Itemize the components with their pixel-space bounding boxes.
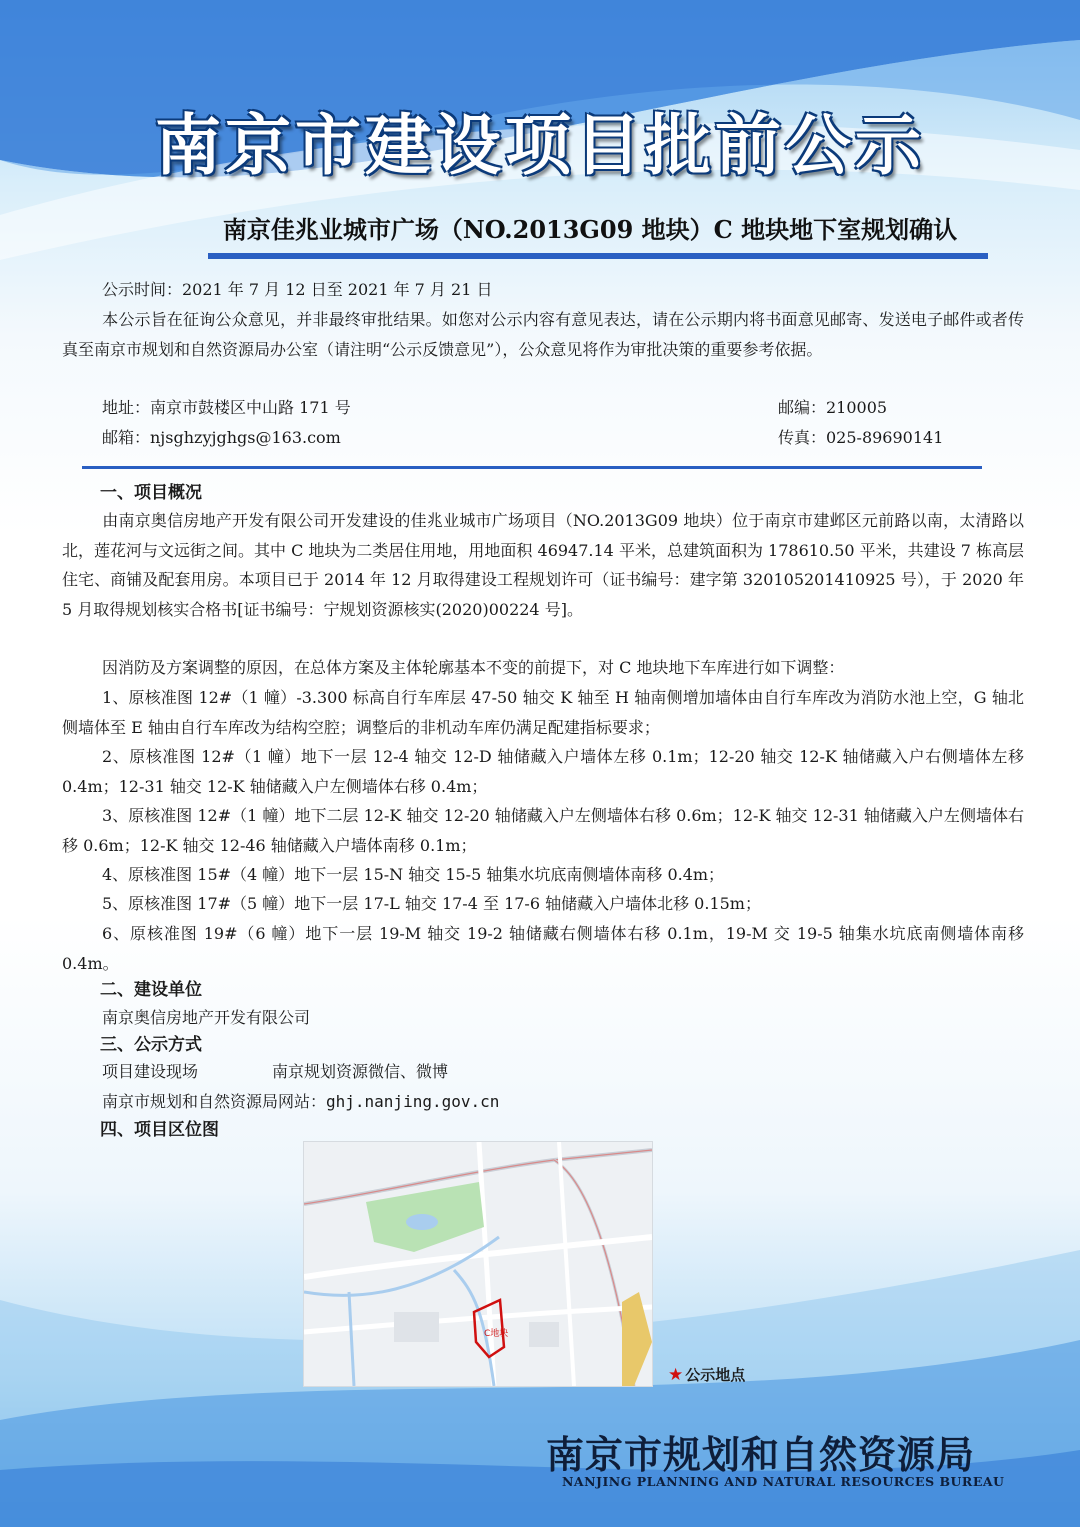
page-title: 南京市建设项目批前公示: [155, 107, 925, 184]
section2-heading: 二、建设单位: [100, 980, 202, 1000]
project-subtitle: 南京佳兆业城市广场（NO.2013G09 地块）C 地块地下室规划确认: [222, 215, 958, 244]
adjustment-item-4: 4、原核准图 15#（4 幢）地下一层 15-N 轴交 15-5 轴集水坑底南侧墙体南移 0.4m；: [102, 865, 725, 884]
notice-period: 公示时间：2021 年 7 月 12 日至 2021 年 7 月 21 日: [102, 280, 493, 299]
section4-heading: 四、项目区位图: [100, 1120, 219, 1140]
method-social: 南京规划资源微信、微博: [272, 1062, 449, 1081]
agency-name: 南京市规划和自然资源局: [546, 1432, 976, 1477]
method-onsite: 项目建设现场: [102, 1062, 199, 1081]
section-divider: [82, 466, 982, 469]
adjustment-item-2: 2、原核准图 12#（1 幢）地下一层 12-4 轴交 12-D 轴储藏入户墙体左移 0.1m；12-20 轴交 12-K 轴储藏入户右侧墙体左移 0.4m；12-31 轴交 12-K 轴储藏入户左侧墙体右移 0.4m；: [62, 747, 1024, 796]
section3-heading: 三、公示方式: [100, 1035, 202, 1055]
map-plot-label: C地块: [484, 1329, 509, 1339]
adjustment-item-5: 5、原核准图 17#（5 幢）地下一层 17-L 轴交 17-4 至 17-6 轴储藏入户墙体北移 0.15m；: [102, 894, 761, 913]
adjustment-item-3: 3、原核准图 12#（1 幢）地下二层 12-K 轴交 12-20 轴储藏入户左侧墙体右移 0.6m；12-K 轴交 12-31 轴储藏入户左侧墙体右移 0.6m；12-K 轴交 12-46 轴储藏入户墙体南移 0.1m；: [62, 806, 1024, 855]
method-website: 南京市规划和自然资源局网站：ghj.nanjing.gov.cn: [102, 1092, 500, 1111]
developer-name: 南京奥信房地产开发有限公司: [102, 1008, 311, 1027]
project-overview-text: 由南京奥信房地产开发有限公司开发建设的佳兆业城市广场项目（NO.2013G09 地块）位于南京市建邺区元前路以南，太清路以北，莲花河与文远街之间。其中 C 地块为二类居住用地，用地面积 46947.14 平米，总建筑面积为 178610.50 平米，共建设 7 栋高层住宅、商铺及配套用房。本项目已于 2014 年 12 月取得建设工程规划许可（证书编号：建字第 320105201410925 号），于 2020 年 5 月取得规划核实合格书[证书编号：宁规划资源核实(2020)00224 号]。: [62, 511, 1024, 619]
contact-fax: 传真：025-89690141: [778, 428, 944, 447]
adjustment-item-6: 6、原核准图 19#（6 幢）地下一层 19-M 轴交 19-2 轴储藏右侧墙体右移 0.1m，19-M 交 19-5 轴集水坑底南侧墙体南移 0.4m。: [62, 924, 1024, 973]
adjustment-item-1: 1、原核准图 12#（1 幢）-3.300 标高自行车库层 47-50 轴交 K 轴至 H 轴南侧增加墙体由自行车库改为消防水池上空，G 轴北侧墙体至 E 轴由自行车库改为结构空腔；调整后的非机动车库仍满足配建指标要求；: [62, 688, 1024, 737]
section1-heading: 一、项目概况: [100, 483, 202, 503]
contact-postcode: 邮编：210005: [778, 398, 888, 417]
contact-email: 邮箱：njsghzyjghgs@163.com: [102, 428, 341, 447]
map-legend: ★ 公示地点: [668, 1365, 746, 1385]
star-icon: ★: [668, 1365, 684, 1385]
location-map: [303, 1141, 653, 1387]
notice-intro: 本公示旨在征询公众意见，并非最终审批结果。如您对公示内容有意见表达，请在公示期内将书面意见邮寄、发送电子邮件或者传真至南京市规划和自然资源局办公室（请注明“公示反馈意见”），公众意见将作为审批决策的重要参考依据。: [62, 310, 1024, 359]
subtitle-underline: [208, 253, 988, 259]
contact-address: 地址：南京市鼓楼区中山路 171 号: [102, 398, 351, 417]
agency-name-en: NANJING PLANNING AND NATURAL RESOURCES BUREAU: [562, 1474, 1005, 1489]
adjustment-intro: 因消防及方案调整的原因，在总体方案及主体轮廓基本不变的前提下，对 C 地块地下车库进行如下调整：: [102, 658, 845, 677]
